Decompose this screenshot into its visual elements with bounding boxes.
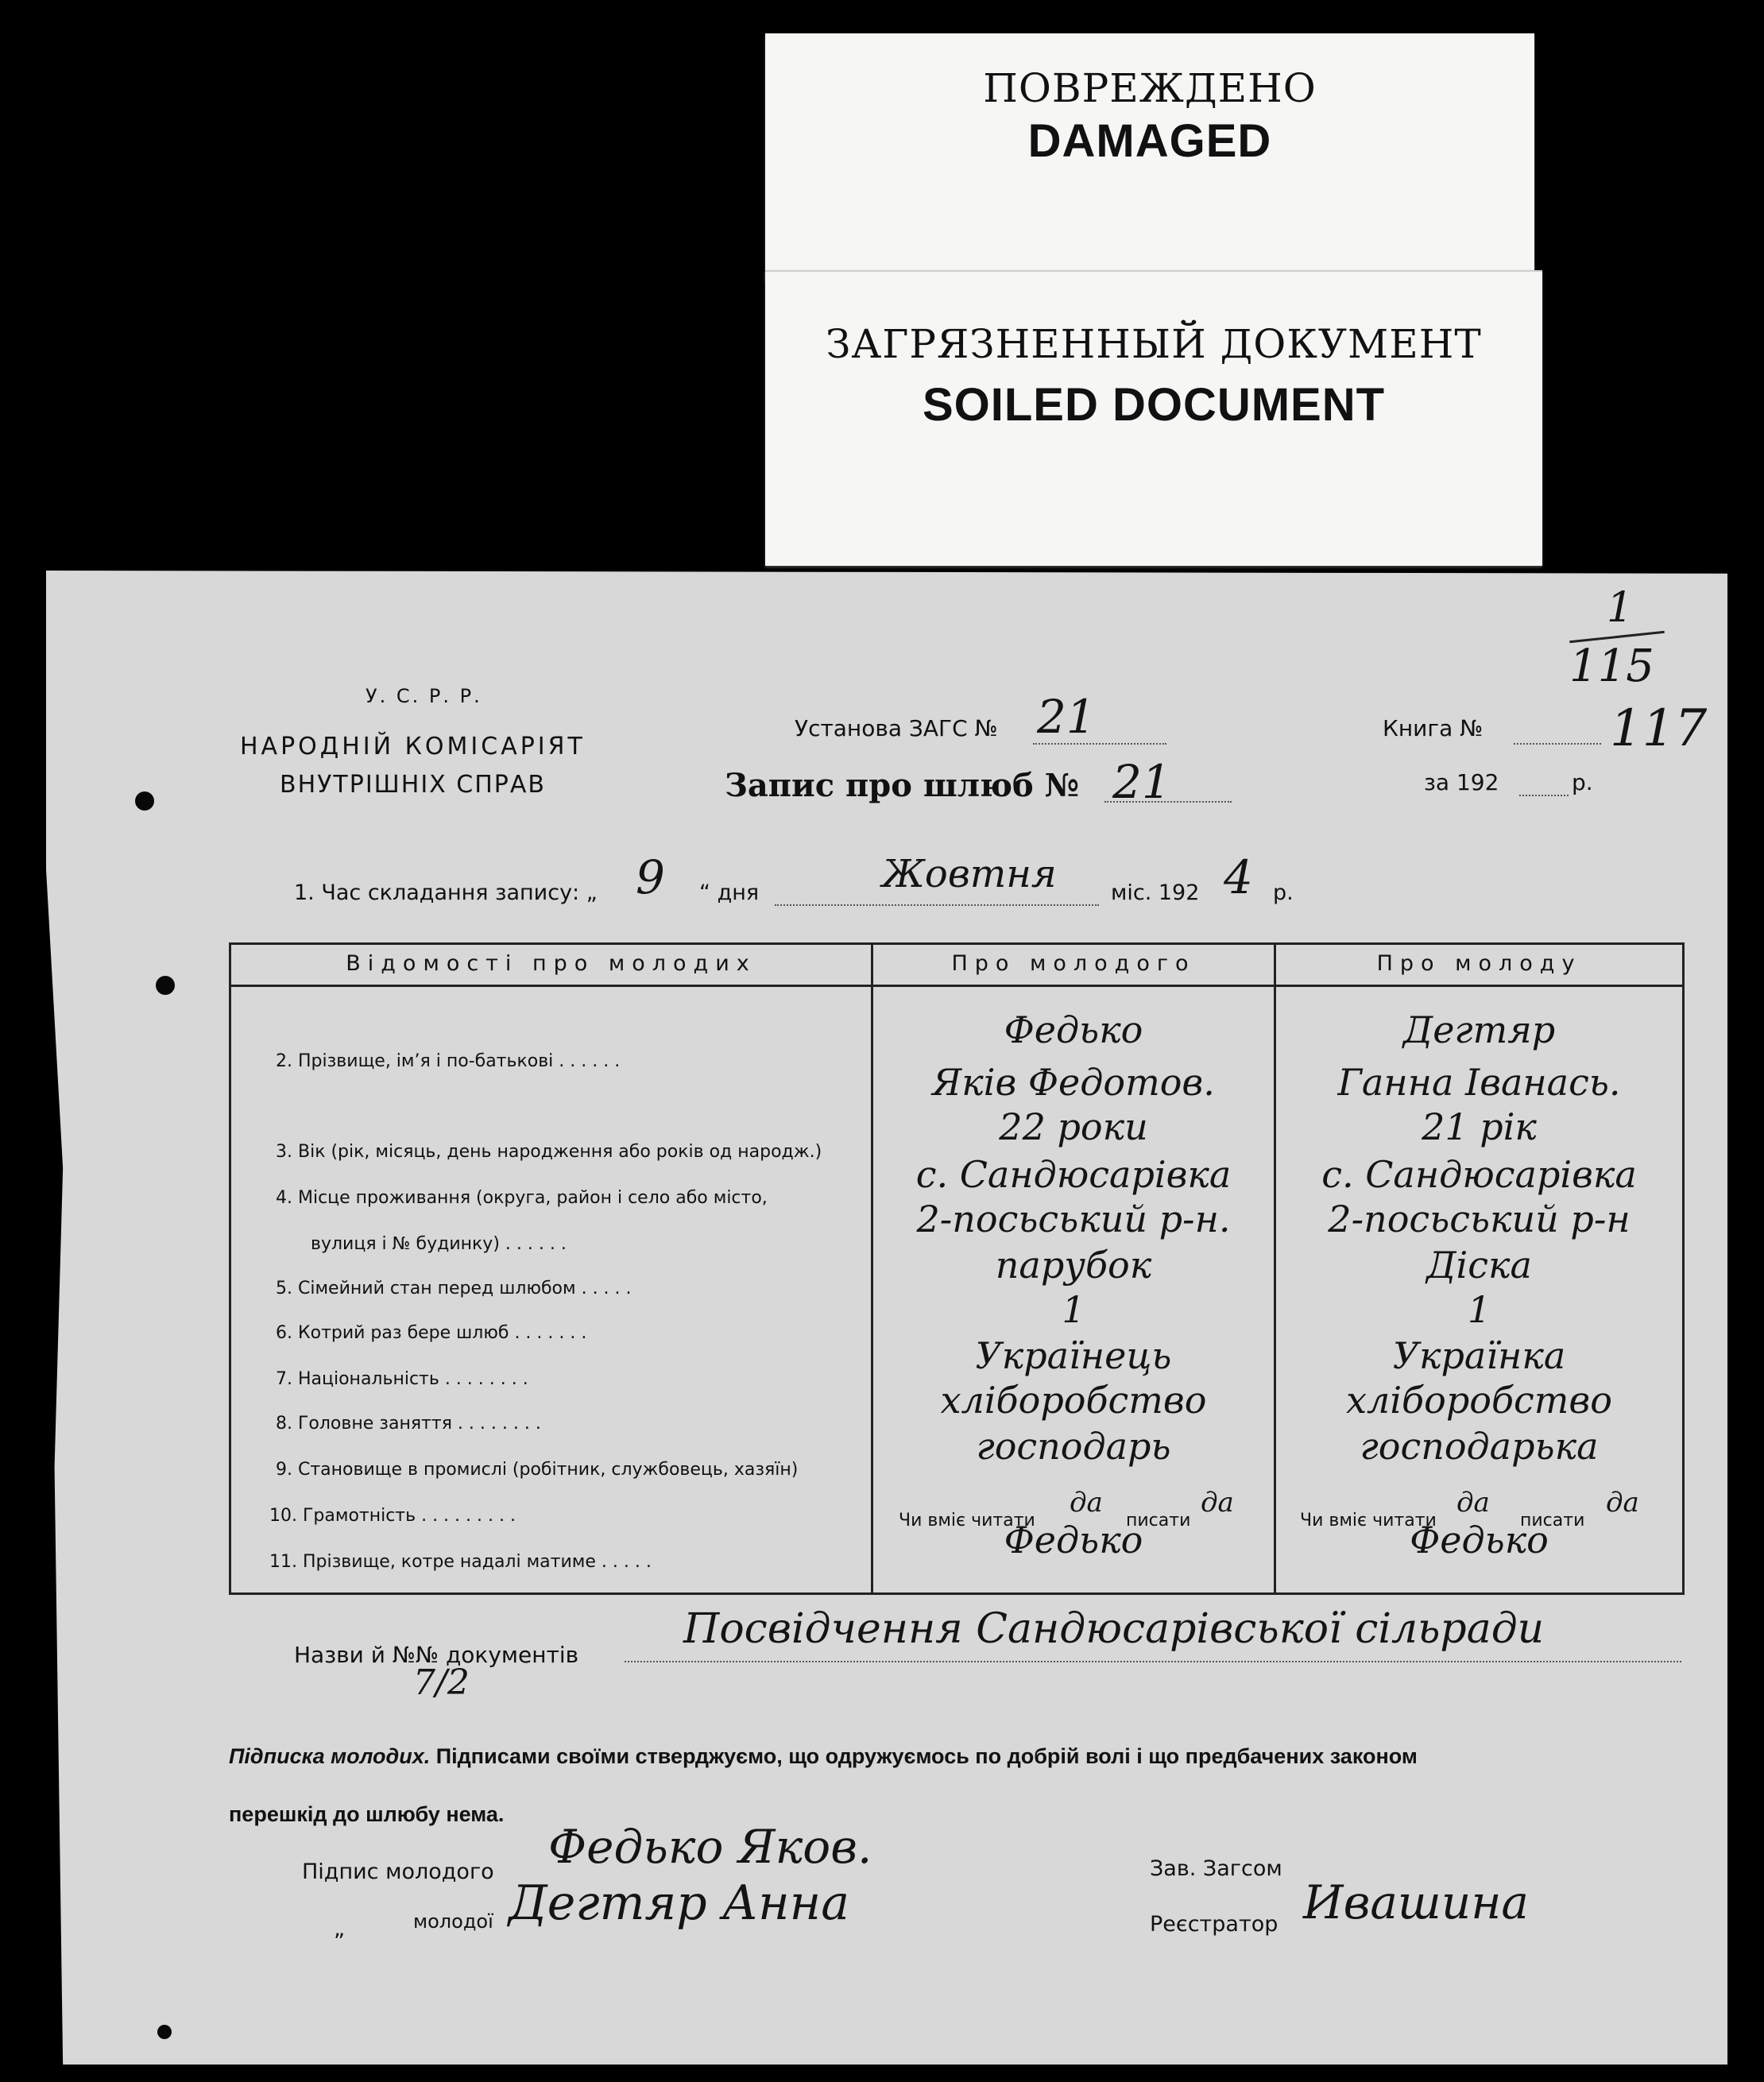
groom-village: с. Сандюсарівка — [915, 1153, 1232, 1196]
bride-write-value: да — [1606, 1487, 1639, 1519]
institution-number: 21 — [1037, 690, 1096, 744]
bride-nationality: Українка — [1392, 1334, 1566, 1377]
record-title: Запис про шлюб № — [725, 767, 1080, 804]
row-label-age: 3. Вік (рік, місяць, день народження або років од народж.) — [276, 1142, 822, 1162]
soiled-label-card — [765, 270, 1542, 566]
groom-district: 2-посьський р-н. — [916, 1198, 1231, 1240]
bride-status: господарька — [1360, 1425, 1599, 1468]
year-suffix: р. — [1572, 769, 1593, 795]
declaration-text: Підписами своїми стверджуємо, що одружуємось по добрій волі і що предбачених законом — [430, 1744, 1418, 1768]
bride-read-label: Чи вміє читати — [1300, 1511, 1437, 1531]
documents-label: Назви й №№ документів — [294, 1642, 579, 1668]
commissariat-line1: НАРОДНІЙ КОМІСАРІЯТ — [240, 733, 586, 760]
row-label-future-surname: 11. Прізвище, котре надалі матиме . . . . . — [269, 1552, 652, 1572]
groom-name: Яків Федотов. — [932, 1061, 1215, 1104]
date-label: 1. Час складання запису: „ — [294, 880, 598, 905]
row-label-occupation: 8. Головне заняття . . . . . . . . — [276, 1414, 541, 1434]
bride-read-value: да — [1456, 1487, 1490, 1519]
institution-label: Установа ЗАГС № — [795, 715, 998, 741]
row-label-marriage-count: 6. Котрий раз бере шлюб . . . . . . . — [276, 1323, 587, 1343]
bride-district: 2-посьський р-н — [1328, 1198, 1631, 1240]
punch-hole — [156, 976, 175, 995]
bride-marital: Діска — [1426, 1244, 1532, 1287]
bride-marriage-count: 1 — [1467, 1288, 1491, 1331]
book-dotline — [1514, 743, 1601, 745]
row-label-residence: 4. Місце проживання (округа, район і село або місто, — [276, 1188, 768, 1208]
col-header-groom: Про молодого — [951, 951, 1196, 976]
bride-village: с. Сандюсарівка — [1321, 1153, 1637, 1196]
groom-future-surname: Федько — [1004, 1519, 1143, 1562]
bride-write-label: писати — [1520, 1511, 1585, 1531]
col-header-info: Відомості про молодих — [346, 951, 756, 976]
groom-surname: Федько — [1004, 1008, 1143, 1051]
bride-signature: Дегтяр Анна — [509, 1875, 849, 1931]
row-label-nationality: 7. Національність . . . . . . . . — [276, 1369, 528, 1389]
header-divider — [231, 985, 1682, 987]
col-header-bride: Про молоду — [1376, 951, 1582, 976]
bride-signature-label: молодої — [413, 1910, 493, 1933]
groom-read-label: Чи вміє читати — [899, 1511, 1035, 1531]
date-suffix: р. — [1273, 880, 1294, 905]
date-day: 9 — [636, 850, 665, 904]
groom-status: господарь — [976, 1425, 1171, 1468]
row-label-residence-cont: вулиця і № будинку) . . . . . . — [311, 1234, 567, 1254]
declaration-line2: перешкід до шлюбу нема. — [229, 1802, 505, 1826]
groom-read-value: да — [1070, 1487, 1103, 1519]
archive-fraction-top: 1 — [1607, 584, 1634, 632]
groom-write-label: писати — [1126, 1511, 1191, 1531]
year-label: за 192 — [1424, 769, 1499, 795]
registrar-label: Реєстратор — [1150, 1912, 1279, 1937]
commissariat-line2: ВНУТРІШНІХ СПРАВ — [280, 771, 546, 799]
record-number: 21 — [1112, 755, 1171, 809]
damaged-label-card — [765, 33, 1534, 281]
date-month-dotline — [775, 904, 1099, 906]
record-table — [229, 942, 1685, 1595]
row-label-literacy: 10. Грамотність . . . . . . . . . — [269, 1506, 516, 1526]
punch-hole — [135, 791, 154, 811]
soiled-ru: ЗАГРЯЗНЕННЫЙ ДОКУМЕНТ — [826, 321, 1482, 367]
damaged-en: DAMAGED — [1027, 115, 1272, 167]
bride-name: Ганна Іванась. — [1337, 1061, 1621, 1104]
bride-future-surname: Федько — [1410, 1519, 1549, 1562]
groom-signature-label: Підпис молодого — [302, 1859, 494, 1884]
punch-hole — [157, 2025, 172, 2039]
groom-marital: парубок — [995, 1244, 1152, 1287]
year-dotline — [1519, 795, 1569, 796]
bride-surname: Дегтяр — [1402, 1008, 1556, 1051]
row-label-name: 2. Прізвище, ім’я і по-батькові . . . . . . — [276, 1051, 621, 1071]
groom-age: 22 роки — [999, 1105, 1148, 1148]
documents-dotline — [625, 1661, 1681, 1662]
groom-signature: Федько Яков. — [548, 1820, 872, 1874]
row-label-marital: 5. Сімейний стан перед шлюбом . . . . . — [276, 1279, 632, 1298]
archive-fraction-bottom: 115 — [1569, 640, 1654, 692]
archive-number: 117 — [1610, 699, 1708, 758]
documents-value-number: 7/2 — [413, 1662, 470, 1703]
state-label: У. С. Р. Р. — [366, 685, 482, 707]
head-of-zags-label: Зав. Загсом — [1150, 1856, 1282, 1881]
documents-value: Посвідчення Сандюсарівської сільради — [683, 1605, 1545, 1653]
date-day-label: “ дня — [699, 880, 760, 905]
groom-occupation: хліборобство — [940, 1379, 1207, 1422]
damaged-ru: ПОВРЕЖДЕНО — [983, 65, 1317, 111]
book-label: Книга № — [1383, 715, 1484, 741]
soiled-en: SOILED DOCUMENT — [922, 379, 1386, 431]
declaration-line1 — [229, 1744, 1418, 1769]
groom-write-value: да — [1201, 1487, 1234, 1519]
date-month: Жовтня — [882, 852, 1057, 896]
registrar-signature: Ивашина — [1303, 1875, 1529, 1929]
date-year-label: міс. 192 — [1111, 880, 1200, 905]
declaration-heading: Підписка молодих. — [229, 1744, 431, 1768]
bride-occupation: хліборобство — [1346, 1379, 1612, 1422]
bride-age: 21 рік — [1422, 1105, 1537, 1148]
row-label-status: 9. Становище в промислі (робітник, службовець, хазяїн) — [276, 1460, 799, 1480]
groom-marriage-count: 1 — [1062, 1288, 1085, 1331]
groom-nationality: Українець — [975, 1334, 1172, 1377]
bride-signature-prefix: „ — [334, 1917, 345, 1941]
date-year-digit: 4 — [1224, 850, 1253, 904]
